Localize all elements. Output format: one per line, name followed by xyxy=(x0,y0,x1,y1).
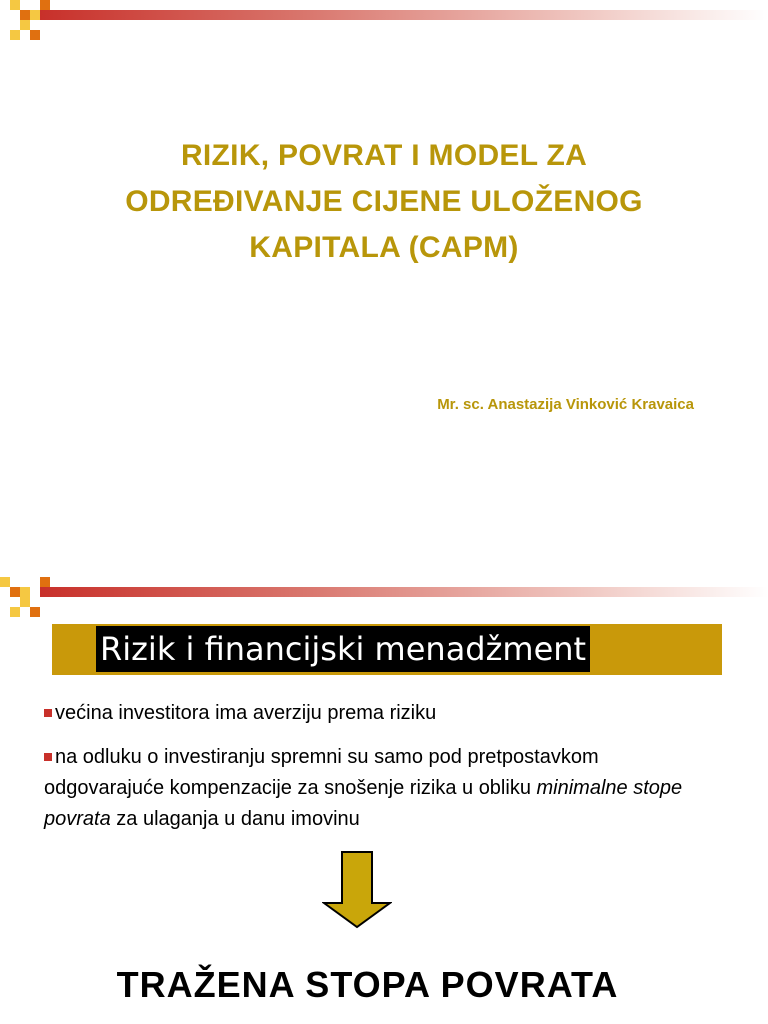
header-decoration xyxy=(0,565,768,615)
deco-square xyxy=(20,10,30,20)
bullet-square-icon xyxy=(44,709,52,717)
deco-square xyxy=(10,0,20,10)
heading-banner xyxy=(52,624,722,675)
deco-square xyxy=(0,577,10,587)
header-gradient-bar xyxy=(40,10,768,20)
bullet-emphasis: minimalne stope povrata xyxy=(44,777,683,830)
deco-square xyxy=(10,587,20,597)
title-line: ODREĐIVANJE CIJENE ULOŽENOG xyxy=(125,185,643,218)
deco-square xyxy=(10,30,20,40)
slide-heading: Rizik i financijski menadžment xyxy=(96,626,590,672)
title-line: KAPITALA (CAPM) xyxy=(249,231,519,264)
deco-square xyxy=(30,10,40,20)
bullet-square-icon xyxy=(44,753,52,761)
deco-square xyxy=(40,577,50,587)
deco-square xyxy=(20,20,30,30)
deco-square xyxy=(30,607,40,617)
down-arrow-icon xyxy=(322,851,392,929)
slide-title xyxy=(40,133,728,271)
title-line: RIZIK, POVRAT I MODEL ZA xyxy=(180,139,588,172)
deco-square xyxy=(20,597,30,607)
bullet-item xyxy=(44,742,704,835)
content-slide xyxy=(0,565,768,1024)
deco-square xyxy=(20,587,30,597)
result-text: TRAŽENA STOPA POVRATA xyxy=(116,964,619,1005)
header-decoration xyxy=(0,0,768,50)
deco-square xyxy=(30,30,40,40)
bullet-text: na odluku o investiranju spremni su samo pod pretpostavkom odgovarajuće kompenzacije za snošenje rizika u obliku xyxy=(44,746,599,799)
bullet-text: za ulaganja u danu imovinu xyxy=(110,808,360,830)
deco-square xyxy=(10,607,20,617)
deco-square xyxy=(40,0,50,10)
bullet-text: većina investitora ima averziju prema riziku xyxy=(55,702,437,724)
header-gradient-bar xyxy=(40,587,768,597)
author-name: Mr. sc. Anastazija Vinković Kravaica xyxy=(437,396,694,413)
bullet-item xyxy=(44,702,436,725)
